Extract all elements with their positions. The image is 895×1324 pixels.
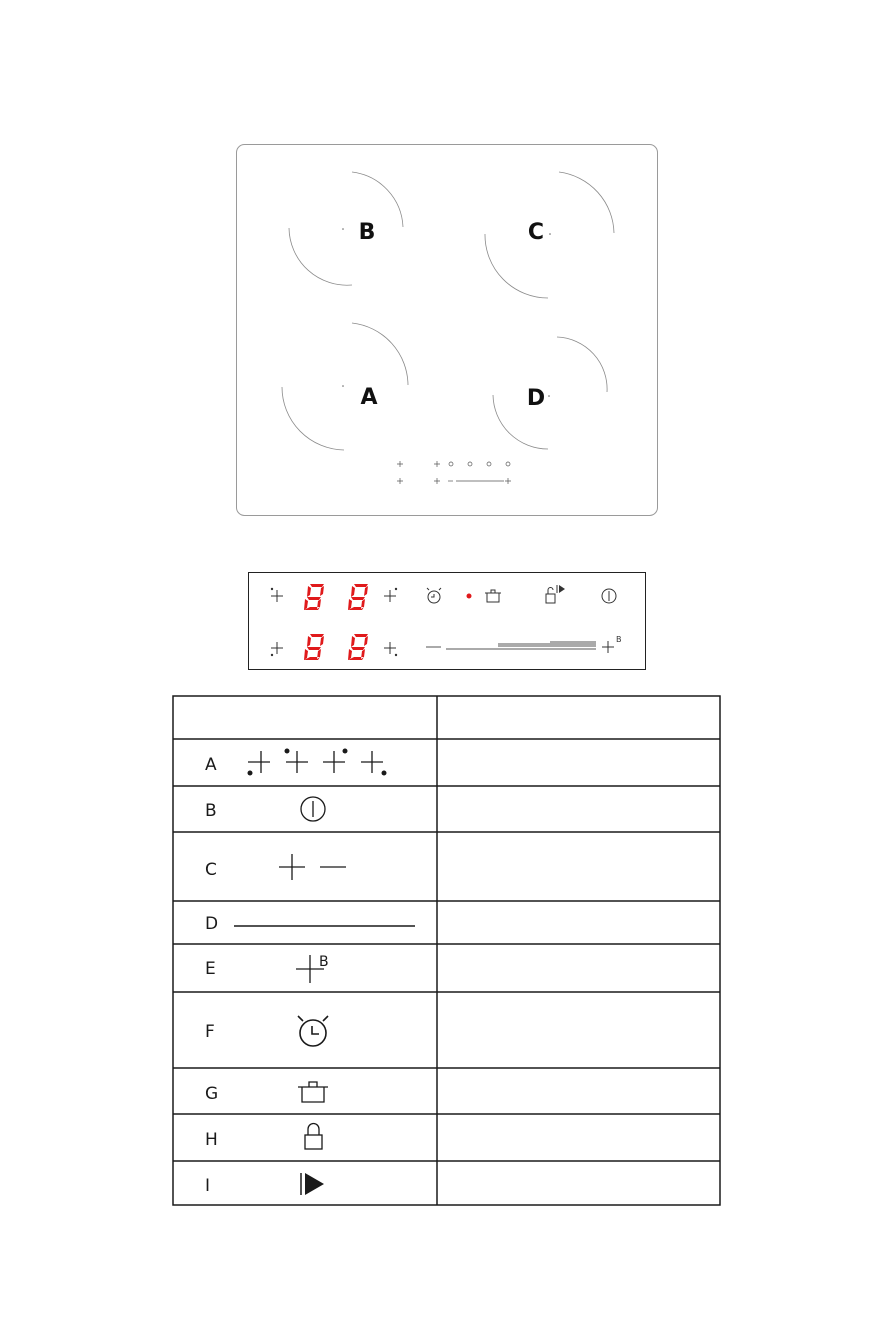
power-icon	[301, 797, 325, 821]
zone-selector-icon	[384, 642, 396, 654]
zone-label-a: A	[360, 385, 378, 410]
cooking-zone-a	[282, 323, 408, 450]
timer-icon	[298, 1016, 328, 1046]
row-letter: A	[205, 755, 217, 775]
row-letter: G	[205, 1084, 219, 1104]
table-row	[205, 854, 346, 880]
zone-selector-icon	[271, 590, 283, 602]
row-letter: F	[205, 1022, 215, 1042]
digit-display	[348, 584, 368, 610]
row-letter: D	[205, 914, 219, 934]
zone-selector-icon	[384, 590, 396, 602]
zone-label-b: B	[358, 220, 376, 245]
row-letter: E	[205, 959, 216, 979]
power-icon	[602, 589, 616, 603]
row-letter: C	[205, 860, 217, 880]
plus-minus-icons	[279, 854, 346, 880]
digit-display	[304, 634, 324, 660]
boost-label: B	[616, 635, 622, 644]
hob-control-strip	[397, 461, 511, 484]
control-panel	[248, 572, 648, 672]
digit-display	[304, 584, 324, 610]
legend-table	[172, 695, 724, 1207]
pause-play-icon	[557, 585, 565, 593]
pot-icon	[298, 1082, 328, 1102]
slider-bar	[426, 642, 596, 649]
table-row	[205, 797, 325, 821]
timer-icon	[427, 588, 441, 603]
plus-icon	[279, 854, 305, 880]
row-letter: H	[205, 1130, 218, 1150]
cooking-zone-d	[493, 337, 607, 449]
table-row	[205, 1173, 324, 1196]
table-row	[205, 1082, 328, 1104]
row-letter: B	[205, 801, 217, 821]
indicator-dot	[467, 594, 472, 599]
cooking-zone-b	[289, 172, 403, 285]
zone-label-c: C	[527, 220, 545, 245]
cooking-zone-c	[485, 172, 614, 298]
table-row	[205, 1016, 328, 1046]
digit-display	[348, 634, 368, 660]
pot-icon	[485, 590, 501, 602]
boost-icon	[602, 641, 614, 653]
boost-label: B	[319, 954, 329, 970]
pause-play-icon	[301, 1173, 324, 1195]
table-row	[205, 1124, 322, 1151]
lock-icon	[546, 588, 555, 604]
table-row	[205, 914, 415, 934]
zone-selector-icon	[271, 642, 283, 654]
table-row	[205, 954, 329, 983]
hob-outline	[237, 145, 658, 516]
table-row	[205, 749, 387, 776]
zone-label-d: D	[526, 386, 546, 411]
lock-icon	[305, 1124, 322, 1150]
zone-selector-icons	[248, 751, 383, 773]
hob-diagram	[0, 0, 895, 540]
row-letter: I	[205, 1176, 211, 1196]
